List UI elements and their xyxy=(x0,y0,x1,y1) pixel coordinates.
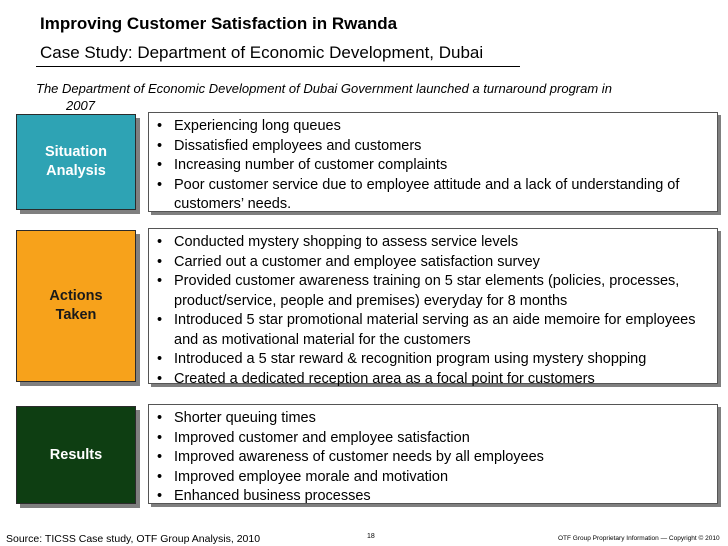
slide-subtitle: Case Study: Department of Economic Development, Dubai xyxy=(40,43,484,62)
bullet-item: • Experiencing long queues xyxy=(149,117,717,137)
bullet-item: • Carried out a customer and employee satisfaction survey xyxy=(149,253,717,273)
situation-label-line-1: Situation xyxy=(44,144,108,160)
page-number: 18 xyxy=(367,533,375,540)
slide-title: Improving Customer Satisfaction in Rwanda xyxy=(40,14,398,33)
intro-text xyxy=(36,80,696,114)
bullet-item: • Introduced 5 star promotional material serving as an aide memoire for employees and as motivational material for the customers xyxy=(149,311,717,350)
bullet-item: • Created a dedicated reception area as a focal point for customers xyxy=(149,370,717,390)
bullet-item: • Conducted mystery shopping to assess service levels xyxy=(149,233,717,253)
intro-line-2: 2007 xyxy=(66,98,95,113)
actions-bullet-list xyxy=(149,229,717,389)
bullet-item: • Increasing number of customer complaints xyxy=(149,156,717,176)
situation-analysis-content xyxy=(148,112,718,212)
bullet-item: • Poor customer service due to employee attitude and a lack of understanding of customers’ needs. xyxy=(149,176,717,215)
source-note: Source: TICSS Case study, OTF Group Analysis, 2010 xyxy=(6,533,261,545)
situation-label-line-2: Analysis xyxy=(46,163,106,179)
bullet-item: • Provided customer awareness training on 5 star elements (policies, processes, product/service, people and premises) everyday for 8 months xyxy=(149,272,717,311)
bullet-item: • Dissatisfied employees and customers xyxy=(149,137,717,157)
actions-label-line-1: Actions xyxy=(49,288,103,304)
results-label-text: Results xyxy=(49,446,103,463)
results-bullet-list xyxy=(149,405,717,507)
actions-taken-label xyxy=(16,230,136,382)
actions-taken-content xyxy=(148,228,718,387)
results-content xyxy=(148,404,718,504)
actions-label-line-2: Taken xyxy=(55,307,97,323)
bullet-item: • Improved customer and employee satisfaction xyxy=(149,429,717,449)
bullet-item: • Improved employee morale and motivation xyxy=(149,468,717,488)
intro-line-1: The Department of Economic Development of Dubai Government launched a turnaround program in xyxy=(36,81,612,96)
situation-analysis-label xyxy=(16,114,136,210)
bullet-item: • Shorter queuing times xyxy=(149,409,717,429)
bullet-item: • Improved awareness of customer needs by all employees xyxy=(149,448,717,468)
situation-bullet-list xyxy=(149,113,717,215)
bullet-item: • Enhanced business processes xyxy=(149,487,717,507)
title-divider xyxy=(36,66,520,67)
bullet-item: • Introduced a 5 star reward & recognition program using mystery shopping xyxy=(149,350,717,370)
results-label xyxy=(16,406,136,504)
copyright-note: OTF Group Proprietary Information — Copyright © 2010 xyxy=(558,535,720,542)
